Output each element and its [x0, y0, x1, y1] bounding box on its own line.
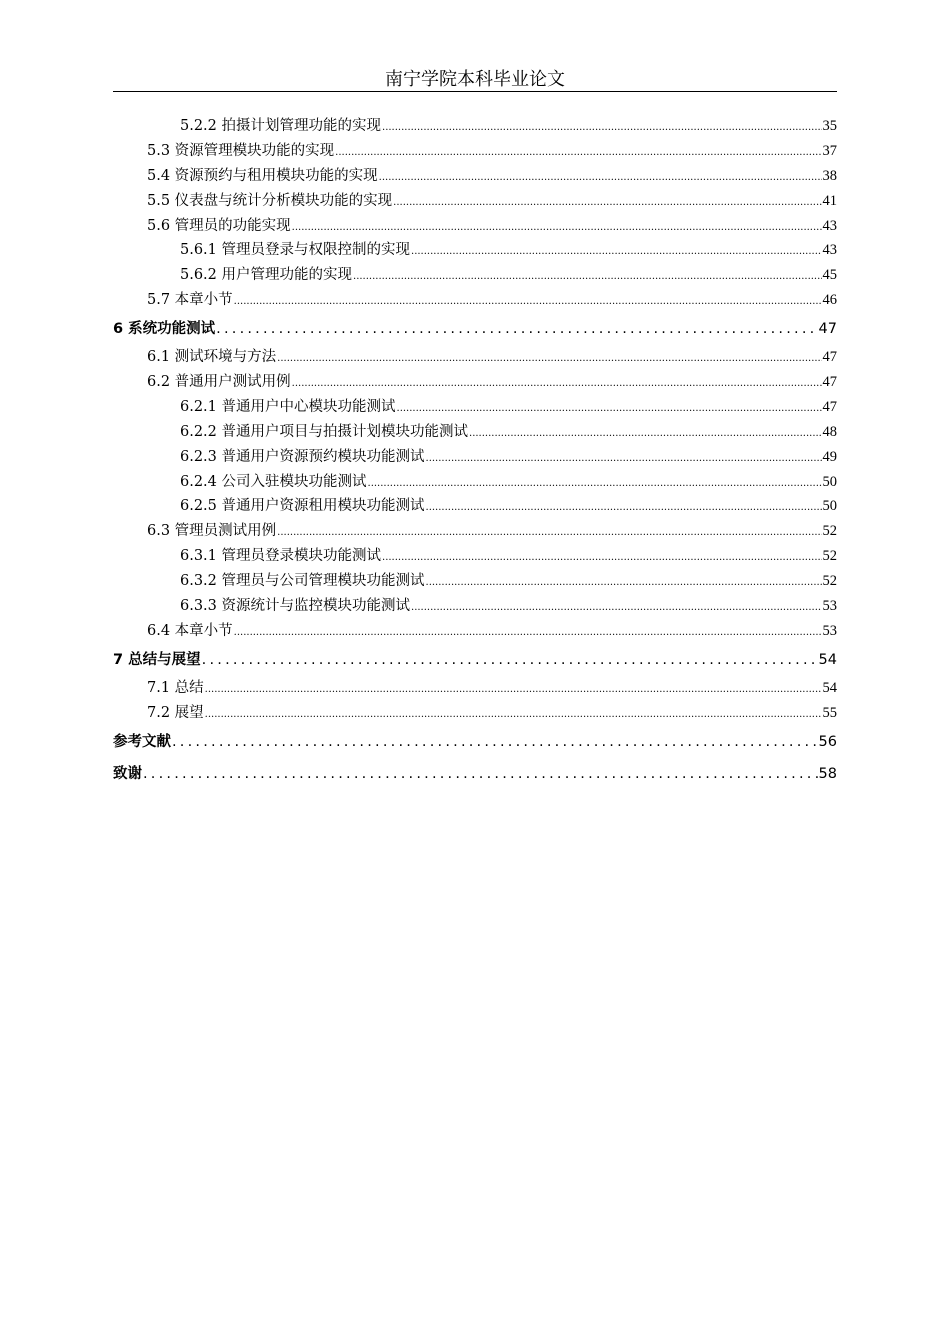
toc-entry[interactable]	[113, 370, 837, 395]
toc-entry[interactable]	[113, 345, 837, 370]
toc-dot-leader	[379, 173, 822, 183]
toc-entry-page-number: 50	[822, 473, 837, 490]
toc-dot-leader	[234, 628, 822, 638]
toc-entry-page-number: 49	[822, 448, 837, 465]
toc-entry-page-number: 53	[822, 622, 837, 639]
toc-entry-page-number: 52	[822, 573, 837, 590]
toc-dot-leader	[368, 479, 822, 489]
toc-dot-leader	[426, 454, 822, 464]
toc-dot-leader	[393, 198, 821, 208]
toc-dot-leader	[382, 553, 821, 563]
toc-entry[interactable]	[113, 189, 837, 214]
toc-entry-title: 6.4 本章小节	[147, 622, 233, 639]
toc-entry[interactable]	[113, 313, 837, 345]
toc-entry-page-number: 46	[822, 292, 837, 309]
toc-entry-page-number: 52	[822, 548, 837, 565]
toc-dot-leader	[216, 322, 817, 337]
toc-entry-page-number: 54	[822, 679, 837, 696]
toc-entry-title: 5.7 本章小节	[147, 292, 233, 309]
toc-entry-title: 5.4 资源预约与租用模块功能的实现	[147, 167, 378, 184]
toc-entry-title: 5.6.1 管理员登录与权限控制的实现	[180, 242, 411, 259]
table-of-contents	[113, 114, 837, 790]
toc-entry-page-number: 54	[818, 651, 837, 668]
toc-entry-page-number: 43	[822, 217, 837, 234]
toc-entry-page-number: 41	[822, 192, 837, 209]
toc-entry-title: 6.1 测试环境与方法	[147, 349, 277, 366]
toc-entry-title: 6.3 管理员测试用例	[147, 523, 277, 540]
toc-dot-leader	[411, 603, 821, 613]
toc-entry[interactable]	[113, 644, 837, 676]
toc-entry-page-number: 56	[818, 733, 837, 750]
toc-entry-page-number: 48	[822, 423, 837, 440]
toc-entry-page-number: 52	[822, 523, 837, 540]
toc-entry[interactable]	[113, 420, 837, 445]
toc-dot-leader	[382, 123, 821, 133]
toc-entry-title: 6.3.3 资源统计与监控模块功能测试	[180, 598, 411, 615]
toc-entry-title: 5.2.2 拍摄计划管理功能的实现	[180, 118, 382, 134]
toc-entry-page-number: 38	[822, 167, 837, 184]
toc-entry-title: 6.2.4 公司入驻模块功能测试	[180, 473, 367, 490]
toc-entry-page-number: 45	[822, 267, 837, 284]
toc-dot-leader	[143, 767, 818, 782]
toc-entry-page-number: 35	[822, 118, 837, 134]
toc-entry[interactable]	[113, 758, 837, 790]
toc-entry-title: 5.5 仪表盘与统计分析模块功能的实现	[147, 192, 393, 209]
toc-dot-leader	[426, 578, 822, 588]
toc-entry[interactable]	[113, 494, 837, 519]
toc-entry-title: 7.2 展望	[147, 704, 204, 721]
toc-dot-leader	[292, 223, 822, 233]
toc-entry[interactable]	[113, 569, 837, 594]
toc-entry[interactable]	[113, 519, 837, 544]
toc-dot-leader	[335, 148, 821, 158]
toc-entry[interactable]	[113, 395, 837, 420]
toc-entry-page-number: 47	[822, 398, 837, 415]
toc-entry-page-number: 43	[822, 242, 837, 259]
toc-entry-title: 5.6.2 用户管理功能的实现	[180, 267, 353, 284]
toc-entry-title: 致谢	[113, 765, 142, 782]
toc-entry-title: 6.3.2 管理员与公司管理模块功能测试	[180, 573, 425, 590]
toc-entry-title: 参考文献	[113, 733, 171, 750]
page-header-title: 南宁学院本科毕业论文	[385, 69, 565, 90]
toc-entry-title: 6.2.3 普通用户资源预约模块功能测试	[180, 448, 425, 465]
toc-dot-leader	[205, 685, 822, 695]
toc-entry[interactable]	[113, 470, 837, 495]
header-rule	[113, 91, 837, 92]
toc-entry[interactable]	[113, 619, 837, 644]
toc-entry-page-number: 47	[822, 374, 837, 391]
toc-entry-page-number: 53	[822, 598, 837, 615]
toc-dot-leader	[277, 528, 821, 538]
toc-entry-page-number: 37	[822, 142, 837, 159]
toc-dot-leader	[292, 379, 822, 389]
toc-entry[interactable]	[113, 288, 837, 313]
toc-dot-leader	[202, 653, 818, 668]
toc-entry-title: 6.3.1 管理员登录模块功能测试	[180, 548, 382, 565]
toc-dot-leader	[397, 404, 822, 414]
toc-entry-page-number: 58	[818, 765, 837, 782]
toc-entry-page-number: 47	[822, 349, 837, 366]
toc-entry[interactable]	[113, 544, 837, 569]
toc-entry-title: 6.2.2 普通用户项目与拍摄计划模块功能测试	[180, 423, 469, 440]
toc-entry[interactable]	[113, 214, 837, 239]
toc-entry-title: 6.2 普通用户测试用例	[147, 374, 291, 391]
toc-entry[interactable]	[113, 238, 837, 263]
toc-entry-title: 6.2.1 普通用户中心模块功能测试	[180, 398, 396, 415]
toc-dot-leader	[353, 272, 821, 282]
toc-entry-page-number: 47	[818, 321, 837, 338]
toc-dot-leader	[469, 429, 821, 439]
toc-dot-leader	[277, 354, 821, 364]
toc-entry-title: 7.1 总结	[147, 679, 204, 696]
toc-dot-leader	[411, 247, 821, 257]
toc-dot-leader	[205, 710, 822, 720]
toc-dot-leader	[234, 297, 822, 307]
toc-entry-page-number: 50	[822, 498, 837, 515]
toc-entry-page-number: 55	[822, 704, 837, 721]
toc-entry[interactable]	[113, 445, 837, 470]
toc-entry[interactable]	[113, 139, 837, 164]
toc-entry[interactable]	[113, 263, 837, 288]
toc-entry[interactable]	[113, 594, 837, 619]
toc-entry[interactable]	[113, 164, 837, 189]
toc-entry-title: 6.2.5 普通用户资源租用模块功能测试	[180, 498, 425, 515]
toc-entry[interactable]	[113, 701, 837, 726]
toc-entry-title: 5.6 管理员的功能实现	[147, 217, 291, 234]
toc-entry-title: 5.3 资源管理模块功能的实现	[147, 142, 335, 159]
toc-dot-leader	[426, 503, 822, 513]
toc-dot-leader	[172, 735, 818, 750]
toc-entry[interactable]	[113, 676, 837, 701]
toc-entry[interactable]	[113, 114, 837, 139]
toc-entry[interactable]	[113, 726, 837, 758]
toc-entry-title: 6 系统功能测试	[113, 321, 216, 338]
toc-entry-title: 7 总结与展望	[113, 651, 201, 668]
